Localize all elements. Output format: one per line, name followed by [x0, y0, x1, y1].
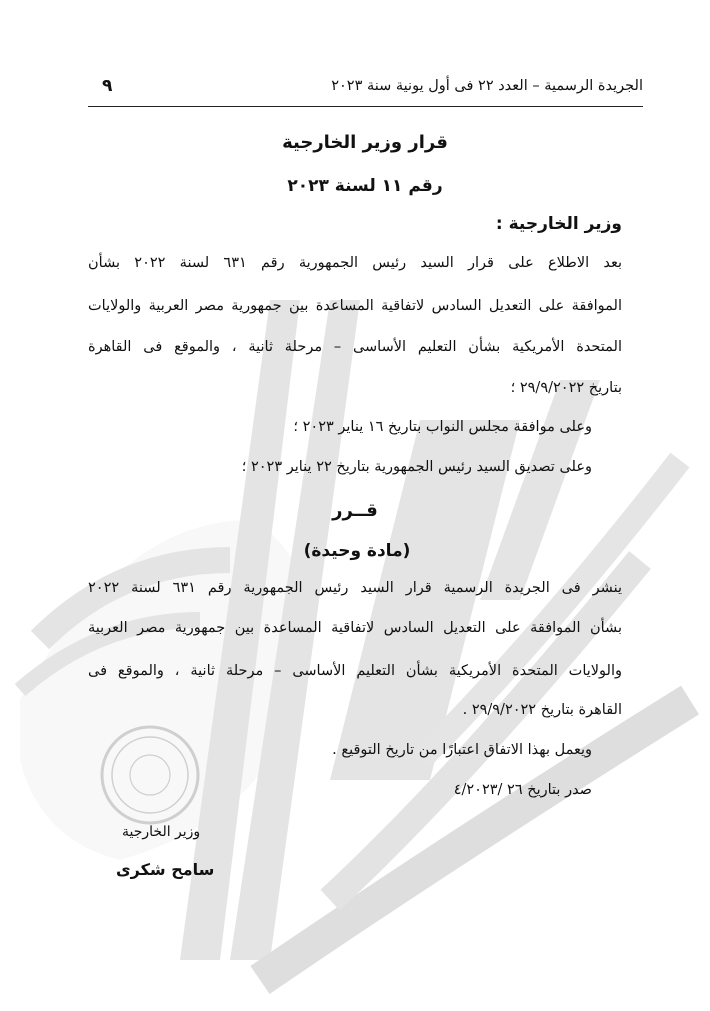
preamble-line: الموافقة على التعديل السادس لاتفاقية المساعدة بين جمهورية مصر العربية والولايات	[88, 298, 622, 314]
signature-name: سامح شكرى	[116, 860, 215, 879]
recital-parliament: وعلى موافقة مجلس النواب بتاريخ ١٦ يناير ٢٠٢٣ ؛	[293, 419, 592, 435]
preamble-line: بعد الاطلاع على قرار السيد رئيس الجمهورية رقم ٦٣١ لسنة ٢٠٢٢ بشأن	[88, 255, 622, 271]
decision-heading: قــرر	[332, 500, 378, 521]
article-line: ينشر فى الجريدة الرسمية قرار السيد رئيس الجمهورية رقم ٦٣١ لسنة ٢٠٢٢	[88, 580, 622, 596]
article-line: بشأن الموافقة على التعديل السادس لاتفاقية المساعدة بين جمهورية مصر العربية	[88, 620, 622, 636]
article-line: القاهرة بتاريخ ٢٩/٩/٢٠٢٢ .	[462, 702, 622, 718]
issued-date: صدر بتاريخ ٢٦ /٤/٢٠٢٣	[453, 782, 592, 798]
effective-clause: ويعمل بهذا الاتفاق اعتبارًا من تاريخ التوقيع .	[332, 742, 592, 758]
single-article-heading: (مادة وحيدة)	[303, 541, 411, 561]
page-header	[88, 76, 643, 107]
gazette-issue-title: الجريدة الرسمية – العدد ٢٢ فى أول يونية سنة ٢٠٢٣	[331, 78, 643, 94]
signature-title: وزير الخارجية	[122, 824, 201, 840]
page-number: ٩	[102, 76, 113, 96]
article-line: والولايات المتحدة الأمريكية بشأن التعليم الأساسى – مرحلة ثانية ، والموقع فى	[88, 663, 622, 679]
preamble-line: بتاريخ ٢٩/٩/٢٠٢٢ ؛	[510, 380, 622, 396]
recital-ratification: وعلى تصديق السيد رئيس الجمهورية بتاريخ ٢٢ يناير ٢٠٢٣ ؛	[241, 459, 592, 475]
preamble-line: المتحدة الأمريكية بشأن التعليم الأساسى – مرحلة ثانية ، والموقع فى القاهرة	[88, 339, 622, 355]
minister-heading: وزير الخارجية :	[495, 214, 622, 234]
decree-number: رقم ١١ لسنة ٢٠٢٣	[287, 176, 443, 196]
decree-title: قرار وزير الخارجية	[282, 132, 448, 153]
